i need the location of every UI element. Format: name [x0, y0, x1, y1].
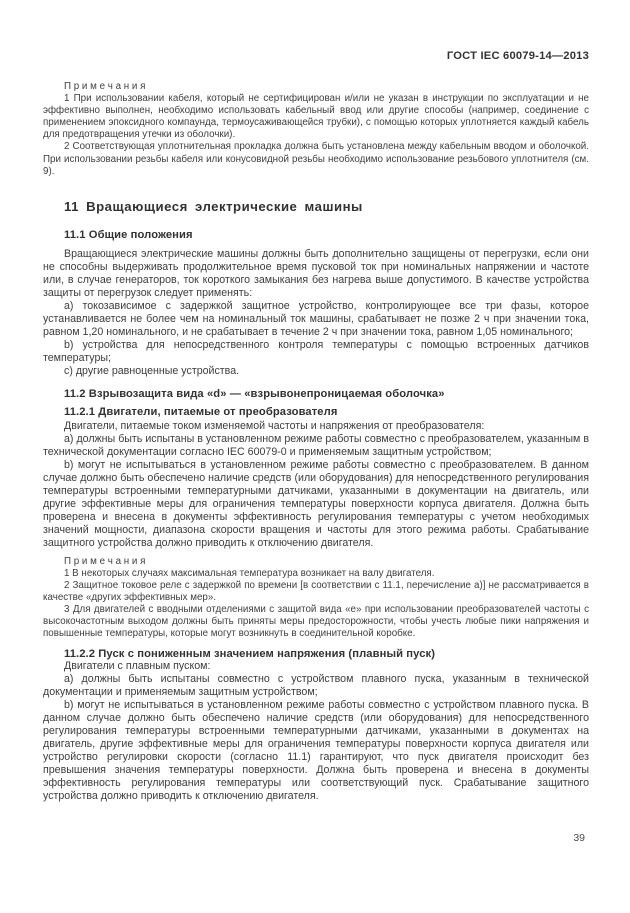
document-header: ГОСТ IEC 60079-14—2013 [446, 50, 589, 62]
section-11-2-title: 11.2 Взрывозащита вида «d» — «взрывонепроницаемая оболочка» [64, 387, 445, 400]
note-item: 1 В некоторых случаях максимальная температура возникает на валу двигателя. [64, 567, 435, 579]
paragraph: Двигатели с плавным пуском: [64, 660, 211, 673]
paragraph: Двигатели, питаемые током изменяемой частоты и напряжения от преобразователя: [64, 419, 485, 432]
notes-label: П р и м е ч а н и я [64, 81, 146, 92]
section-11-title: 11 Вращающиеся электрические машины [64, 198, 363, 214]
notes-top-block [43, 81, 589, 178]
notes-mid-block [43, 556, 589, 641]
note-item: 3 Для двигателей с вводными отделениями с защитой вида «е» при использовании преобразователей частоты с высокочастотным выходом должны быть приняты меры предосторожности, чтобы учесть любые пики напряжения и повышенные температуры, которые могут возникнуть в соединительной коробке. [43, 604, 589, 640]
page-number: 39 [573, 832, 585, 844]
section-11-1-title: 11.1 Общие положения [64, 228, 193, 241]
paragraph: Вращающиеся электрические машины должны быть дополнительно защищены от перегрузки, если они не способны выдерживать продолжительное время пусковой ток при номинальных напряжении и частоте или, в случае генераторов, ток короткого замыкания без нагрева выше допустимого. В качестве устройства защиты от перегрузок следует применять: [43, 247, 589, 299]
section-11-2-2-title: 11.2.2 Пуск с пониженным значением напряжения (плавный пуск) [64, 648, 436, 661]
section-11-2-1-title: 11.2.1 Двигатели, питаемые от преобразователя [64, 405, 338, 418]
list-item-b: b) могут не испытываться в установленном режиме работы совместно с преобразователем. В данном случае должно быть обеспечено наличие средств (или оборудования) для непосредственного регулирования температуры встроенными температурными датчиками, указанными в документации на двигатель, или другие эффективные меры для ограничения температуры поверхности корпуса двигателя. Должна быть проверена и внесена в документы эффективность регулирования температуры с учетом необходимых значений мощности, диапазона скорости вращения и частоты для этого режима работы. Срабатывание защитного устройства должно приводить к отключению двигателя. [43, 458, 589, 549]
list-item-c: с) другие равноценные устройства. [64, 364, 240, 377]
note-item: 2 Защитное токовое реле с задержкой по времени [в соответствии с 11.1, перечисление а)] не рассматривается в качестве «других эффективных мер». [43, 579, 589, 604]
list-item-b: b) устройства для непосредственного контроля температуры с помощью встроенных датчиков температуры; [43, 338, 589, 364]
list-item-a: а) должны быть испытаны в установленном режиме работы совместно с преобразователем, указанным в технической документации согласно IEC 60079-0 и применяемым защитным устройством; [43, 432, 589, 458]
list-item-a: а) токозависимое с задержкой защитное устройство, контролирующее все три фазы, которое устанавливается не более чем на номинальный ток машины, срабатывает не позже 2 ч при значении тока, равном 1,20 номинального, и не срабатывает в течение 2 ч при значении тока, равном 1,05 номинального; [43, 299, 589, 338]
note-item: 2 Соответствующая уплотнительная прокладка должна быть установлена между кабельным вводом и оболочкой. При использовании резьбы кабеля или конусовидной резьбы необходимо использование резьбового уплотнителя (см. 9). [43, 141, 589, 177]
list-item-b: b) могут не испытываться в установленном режиме работы совместно с устройством плавного пуска. В данном случае должно быть обеспечено наличие средств (или оборудования) для непосредственного регулирования температуры встроенными температурными датчиками, указанными в документах на двигатель, другие эффективные меры для ограничения температуры поверхности корпуса двигателя или устройство регулировки скорости (согласно 11.1) гарантируют, что пуск двигателя происходит без превышения значения температуры поверхности. Должна быть проверена и внесена в документы эффективность регулирования температуры или соответствующий пуск. Срабатывание защитного устройства должно приводить к отключению двигателя. [43, 699, 589, 803]
notes-label: П р и м е ч а н и я [64, 555, 146, 567]
note-item: 1 При использовании кабеля, который не сертифицирован и/или не указан в инструкции по эксплуатации и не эффективно выполнен, необходимо использовать кабельный ввод или другие способы (например, соединение с применением эпоксидного компаунда, термоусаживающейся трубки), с помощью которых уплотняется каждый кабель для предотвращения утечки из оболочки). [43, 93, 589, 141]
list-item-a: а) должны быть испытаны совместно с устройством плавного пуска, указанным в технической документации и применяемым защитным устройством; [43, 673, 589, 699]
